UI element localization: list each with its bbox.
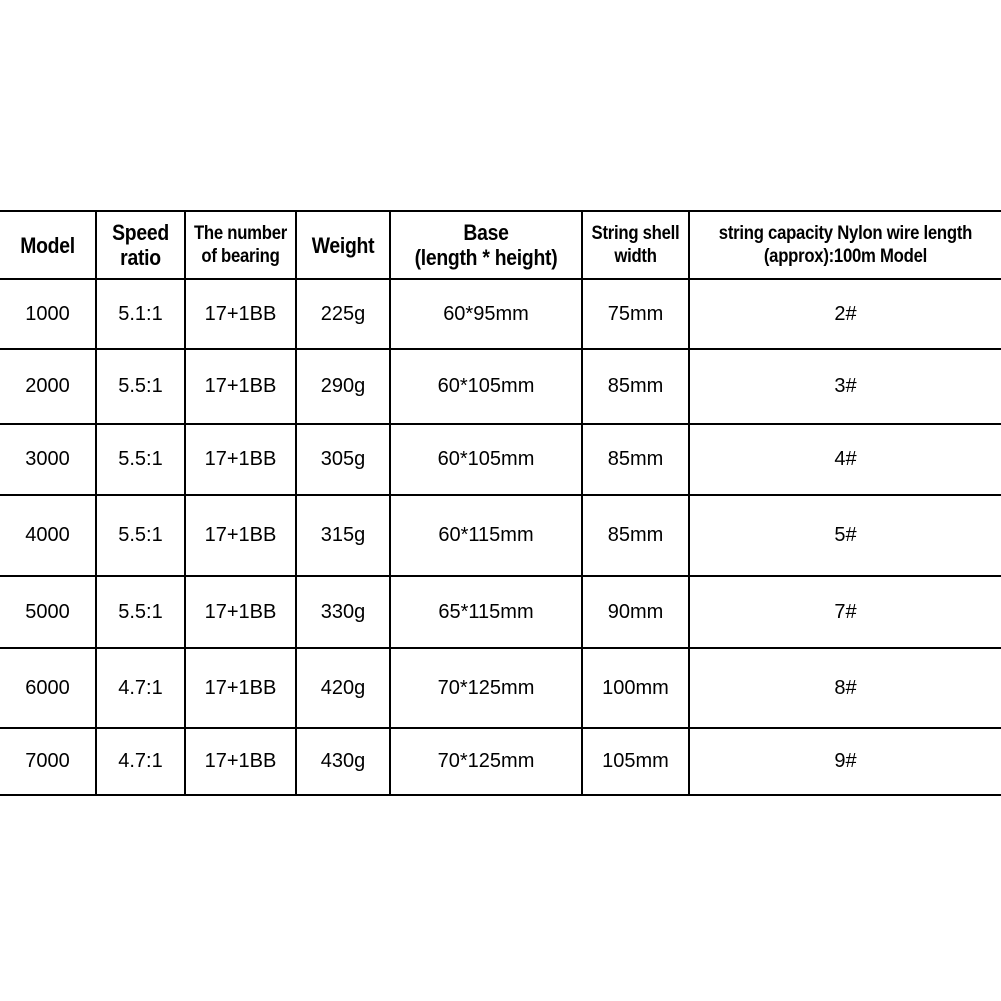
cell-capacity: 9# [689, 728, 1001, 795]
cell-bearings: 17+1BB [185, 349, 296, 424]
cell-shell-width: 85mm [582, 349, 689, 424]
cell-capacity: 3# [689, 349, 1001, 424]
cell-speed-ratio: 5.5:1 [96, 349, 185, 424]
cell-speed-ratio: 4.7:1 [96, 648, 185, 728]
table-row [0, 279, 1001, 349]
cell-bearings: 17+1BB [185, 495, 296, 576]
cell-weight: 315g [296, 495, 390, 576]
cell-base: 60*105mm [390, 424, 582, 495]
cell-shell-width: 90mm [582, 576, 689, 648]
cell-base: 70*125mm [390, 728, 582, 795]
table-row [0, 576, 1001, 648]
cell-model: 1000 [0, 279, 96, 349]
cell-model: 5000 [0, 576, 96, 648]
cell-capacity: 4# [689, 424, 1001, 495]
table-row [0, 728, 1001, 795]
header-speed-ratio: Speed ratio [101, 211, 179, 279]
cell-base: 60*95mm [390, 279, 582, 349]
table-row [0, 495, 1001, 576]
cell-bearings: 17+1BB [185, 424, 296, 495]
table-row [0, 648, 1001, 728]
cell-weight: 290g [296, 349, 390, 424]
cell-speed-ratio: 5.1:1 [96, 279, 185, 349]
cell-model: 2000 [0, 349, 96, 424]
cell-weight: 430g [296, 728, 390, 795]
cell-shell-width: 105mm [582, 728, 689, 795]
header-model: Model [6, 211, 90, 279]
cell-bearings: 17+1BB [185, 728, 296, 795]
cell-speed-ratio: 4.7:1 [96, 728, 185, 795]
cell-shell-width: 75mm [582, 279, 689, 349]
header-weight: Weight [302, 211, 385, 279]
cell-shell-width: 85mm [582, 424, 689, 495]
header-string-capacity: string capacity Nylon wire length (approx):100m Model [708, 211, 983, 279]
header-bearings: The number of bearing [192, 211, 290, 279]
cell-capacity: 2# [689, 279, 1001, 349]
cell-base: 60*115mm [390, 495, 582, 576]
cell-model: 4000 [0, 495, 96, 576]
cell-bearings: 17+1BB [185, 279, 296, 349]
cell-bearings: 17+1BB [185, 576, 296, 648]
cell-weight: 225g [296, 279, 390, 349]
cell-capacity: 5# [689, 495, 1001, 576]
header-row [0, 211, 1001, 279]
cell-base: 60*105mm [390, 349, 582, 424]
cell-base: 65*115mm [390, 576, 582, 648]
cell-speed-ratio: 5.5:1 [96, 576, 185, 648]
header-base: Base (length * height) [402, 211, 571, 279]
cell-speed-ratio: 5.5:1 [96, 424, 185, 495]
cell-weight: 305g [296, 424, 390, 495]
table-row [0, 424, 1001, 495]
cell-weight: 420g [296, 648, 390, 728]
header-string-shell-width: String shell width [588, 211, 682, 279]
cell-model: 3000 [0, 424, 96, 495]
cell-model: 6000 [0, 648, 96, 728]
cell-model: 7000 [0, 728, 96, 795]
cell-bearings: 17+1BB [185, 648, 296, 728]
cell-shell-width: 85mm [582, 495, 689, 576]
cell-capacity: 7# [689, 576, 1001, 648]
cell-base: 70*125mm [390, 648, 582, 728]
cell-shell-width: 100mm [582, 648, 689, 728]
cell-speed-ratio: 5.5:1 [96, 495, 185, 576]
table-row [0, 349, 1001, 424]
cell-capacity: 8# [689, 648, 1001, 728]
spec-table [0, 210, 1001, 796]
cell-weight: 330g [296, 576, 390, 648]
